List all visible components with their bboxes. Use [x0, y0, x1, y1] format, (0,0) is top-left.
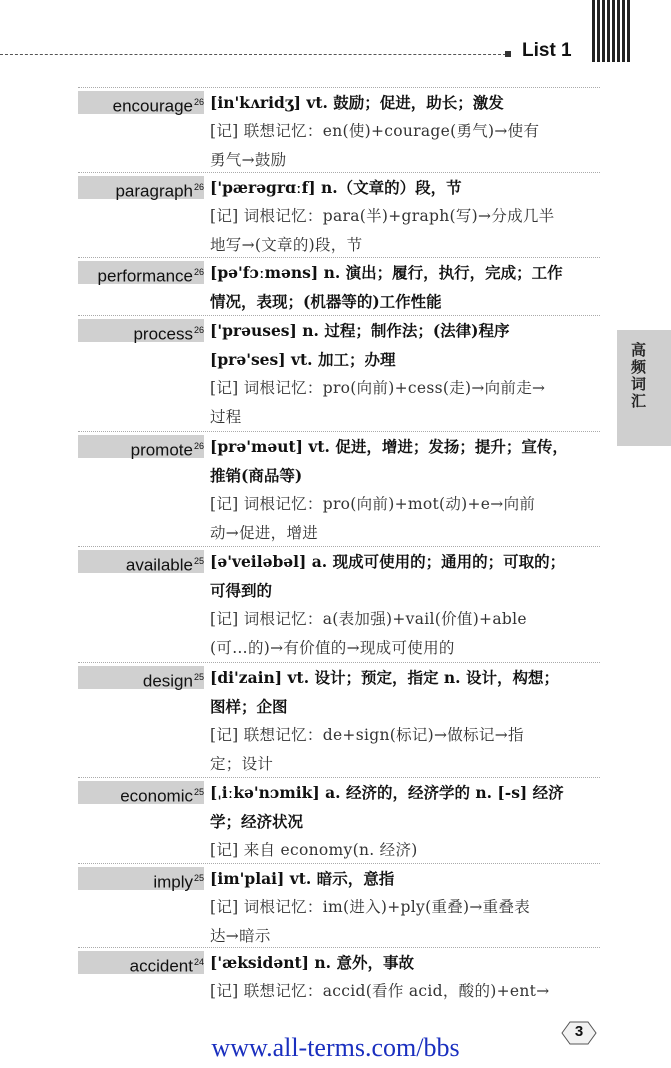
- memory-note-line: [记] 联想记忆：en(使)+courage(勇气)→使有: [210, 122, 540, 140]
- headword: [78, 176, 204, 199]
- headword: [78, 319, 204, 342]
- page-number-text: 3: [574, 1023, 584, 1040]
- frequency-count: 26: [193, 441, 204, 451]
- header-rule: [0, 54, 506, 55]
- entry-definition: [210, 778, 602, 865]
- entry-definition: [210, 316, 602, 432]
- list-title: List 1: [522, 40, 572, 61]
- definition-line: [ə'veiləbəl] a. 现成可使用的；通用的；可取的；: [210, 552, 566, 571]
- memory-note-line: 勇气→鼓励: [210, 151, 287, 169]
- headword: [78, 951, 204, 974]
- memory-note-line: [记] 词根记忆：pro(向前)+cess(走)→向前走→: [210, 379, 546, 397]
- memory-note-line: 定；设计: [210, 755, 274, 773]
- barcode-decoration: [592, 0, 632, 62]
- entry-definition: [210, 547, 602, 663]
- memory-note-line: 过程: [210, 408, 242, 426]
- frequency-count: 26: [193, 97, 204, 107]
- headword: [78, 261, 204, 284]
- definition-line: ['pærəgrɑːf] n.（文章的）段，节: [210, 178, 462, 197]
- entry-definition: [210, 432, 602, 548]
- headword-text: available: [125, 555, 193, 575]
- entry-definition: [210, 864, 602, 951]
- definition-line: 可得到的: [210, 581, 273, 600]
- definition-line: 情况，表现；(机器等的)工作性能: [210, 292, 442, 311]
- frequency-count: 26: [193, 182, 204, 192]
- definition-line: ['prəuses] n. 过程；制作法；(法律)程序: [210, 321, 510, 340]
- entry-definition: [210, 948, 602, 1006]
- side-tab: [617, 330, 671, 446]
- memory-note-line: [记] 词根记忆：im(进入)+ply(重叠)→重叠表: [210, 898, 531, 916]
- headword: [78, 435, 204, 458]
- definition-line: 图样；企图: [210, 697, 288, 716]
- memory-note-line: [记] 联想记忆：de+sign(标记)→做标记→指: [210, 726, 524, 744]
- definition-line: ['æksidənt] n. 意外，事故: [210, 953, 414, 972]
- frequency-count: 25: [193, 556, 204, 566]
- frequency-count: 24: [193, 957, 204, 967]
- entry-definition: [210, 88, 602, 175]
- frequency-count: 25: [193, 672, 204, 682]
- definition-line: [di'zain] vt. 设计；预定，指定 n. 设计，构想；: [210, 668, 559, 687]
- memory-note-line: [记] 来自 economy(n. 经济): [210, 841, 418, 859]
- frequency-count: 26: [193, 267, 204, 277]
- definition-line: 推销(商品等): [210, 466, 303, 485]
- headword: [78, 867, 204, 890]
- memory-note-line: [记] 词根记忆：pro(向前)+mot(动)+e→向前: [210, 495, 536, 513]
- headword: [78, 550, 204, 573]
- headword: [78, 666, 204, 689]
- header-dot: [505, 51, 511, 57]
- memory-note-line: [记] 联想记忆：accid(看作 acid，酸的)+ent→: [210, 982, 550, 1000]
- headword: [78, 781, 204, 804]
- headword-text: encourage: [112, 96, 193, 116]
- definition-line: [in'kʌridʒ] vt. 鼓励；促进，助长；激发: [210, 93, 504, 112]
- definition-line: 学；经济状况: [210, 812, 304, 831]
- headword: [78, 91, 204, 114]
- definition-line: [prə'ses] vt. 加工；办理: [210, 350, 396, 369]
- headword-text: imply: [153, 872, 193, 892]
- definition-line: [im'plai] vt. 暗示，意指: [210, 869, 395, 888]
- memory-note-line: 地写→(文章的)段，节: [210, 236, 363, 254]
- headword-text: promote: [130, 440, 193, 460]
- entry-definition: [210, 663, 602, 779]
- headword-text: economic: [120, 786, 193, 806]
- headword-text: accident: [129, 956, 193, 976]
- definition-line: [ˌiːkə'nɔmik] a. 经济的，经济学的 n. [-s] 经济: [210, 783, 564, 802]
- headword-text: performance: [97, 266, 193, 286]
- headword-text: paragraph: [115, 181, 193, 201]
- definition-line: [prə'məut] vt. 促进，增进；发扬；提升；宣传，: [210, 437, 568, 456]
- frequency-count: 26: [193, 325, 204, 335]
- memory-note-line: 动→促进，增进: [210, 524, 319, 542]
- memory-note-line: 达→暗示: [210, 927, 271, 945]
- entry-definition: [210, 258, 602, 316]
- definition-line: [pə'fɔːməns] n. 演出；履行，执行，完成；工作: [210, 263, 563, 282]
- frequency-count: 25: [193, 787, 204, 797]
- headword-text: design: [142, 671, 193, 691]
- footer-url[interactable]: www.all-terms.com/bbs: [211, 1033, 460, 1062]
- side-tab-label: 高频词汇: [629, 342, 647, 410]
- memory-note-line: (可…的)→有价值的→现成可使用的: [210, 639, 455, 657]
- entry-definition: [210, 173, 602, 260]
- frequency-count: 25: [193, 873, 204, 883]
- memory-note-line: [记] 词根记忆：a(表加强)+vail(价值)+able: [210, 610, 527, 628]
- memory-note-line: [记] 词根记忆：para(半)+graph(写)→分成几半: [210, 207, 555, 225]
- headword-text: process: [133, 324, 193, 344]
